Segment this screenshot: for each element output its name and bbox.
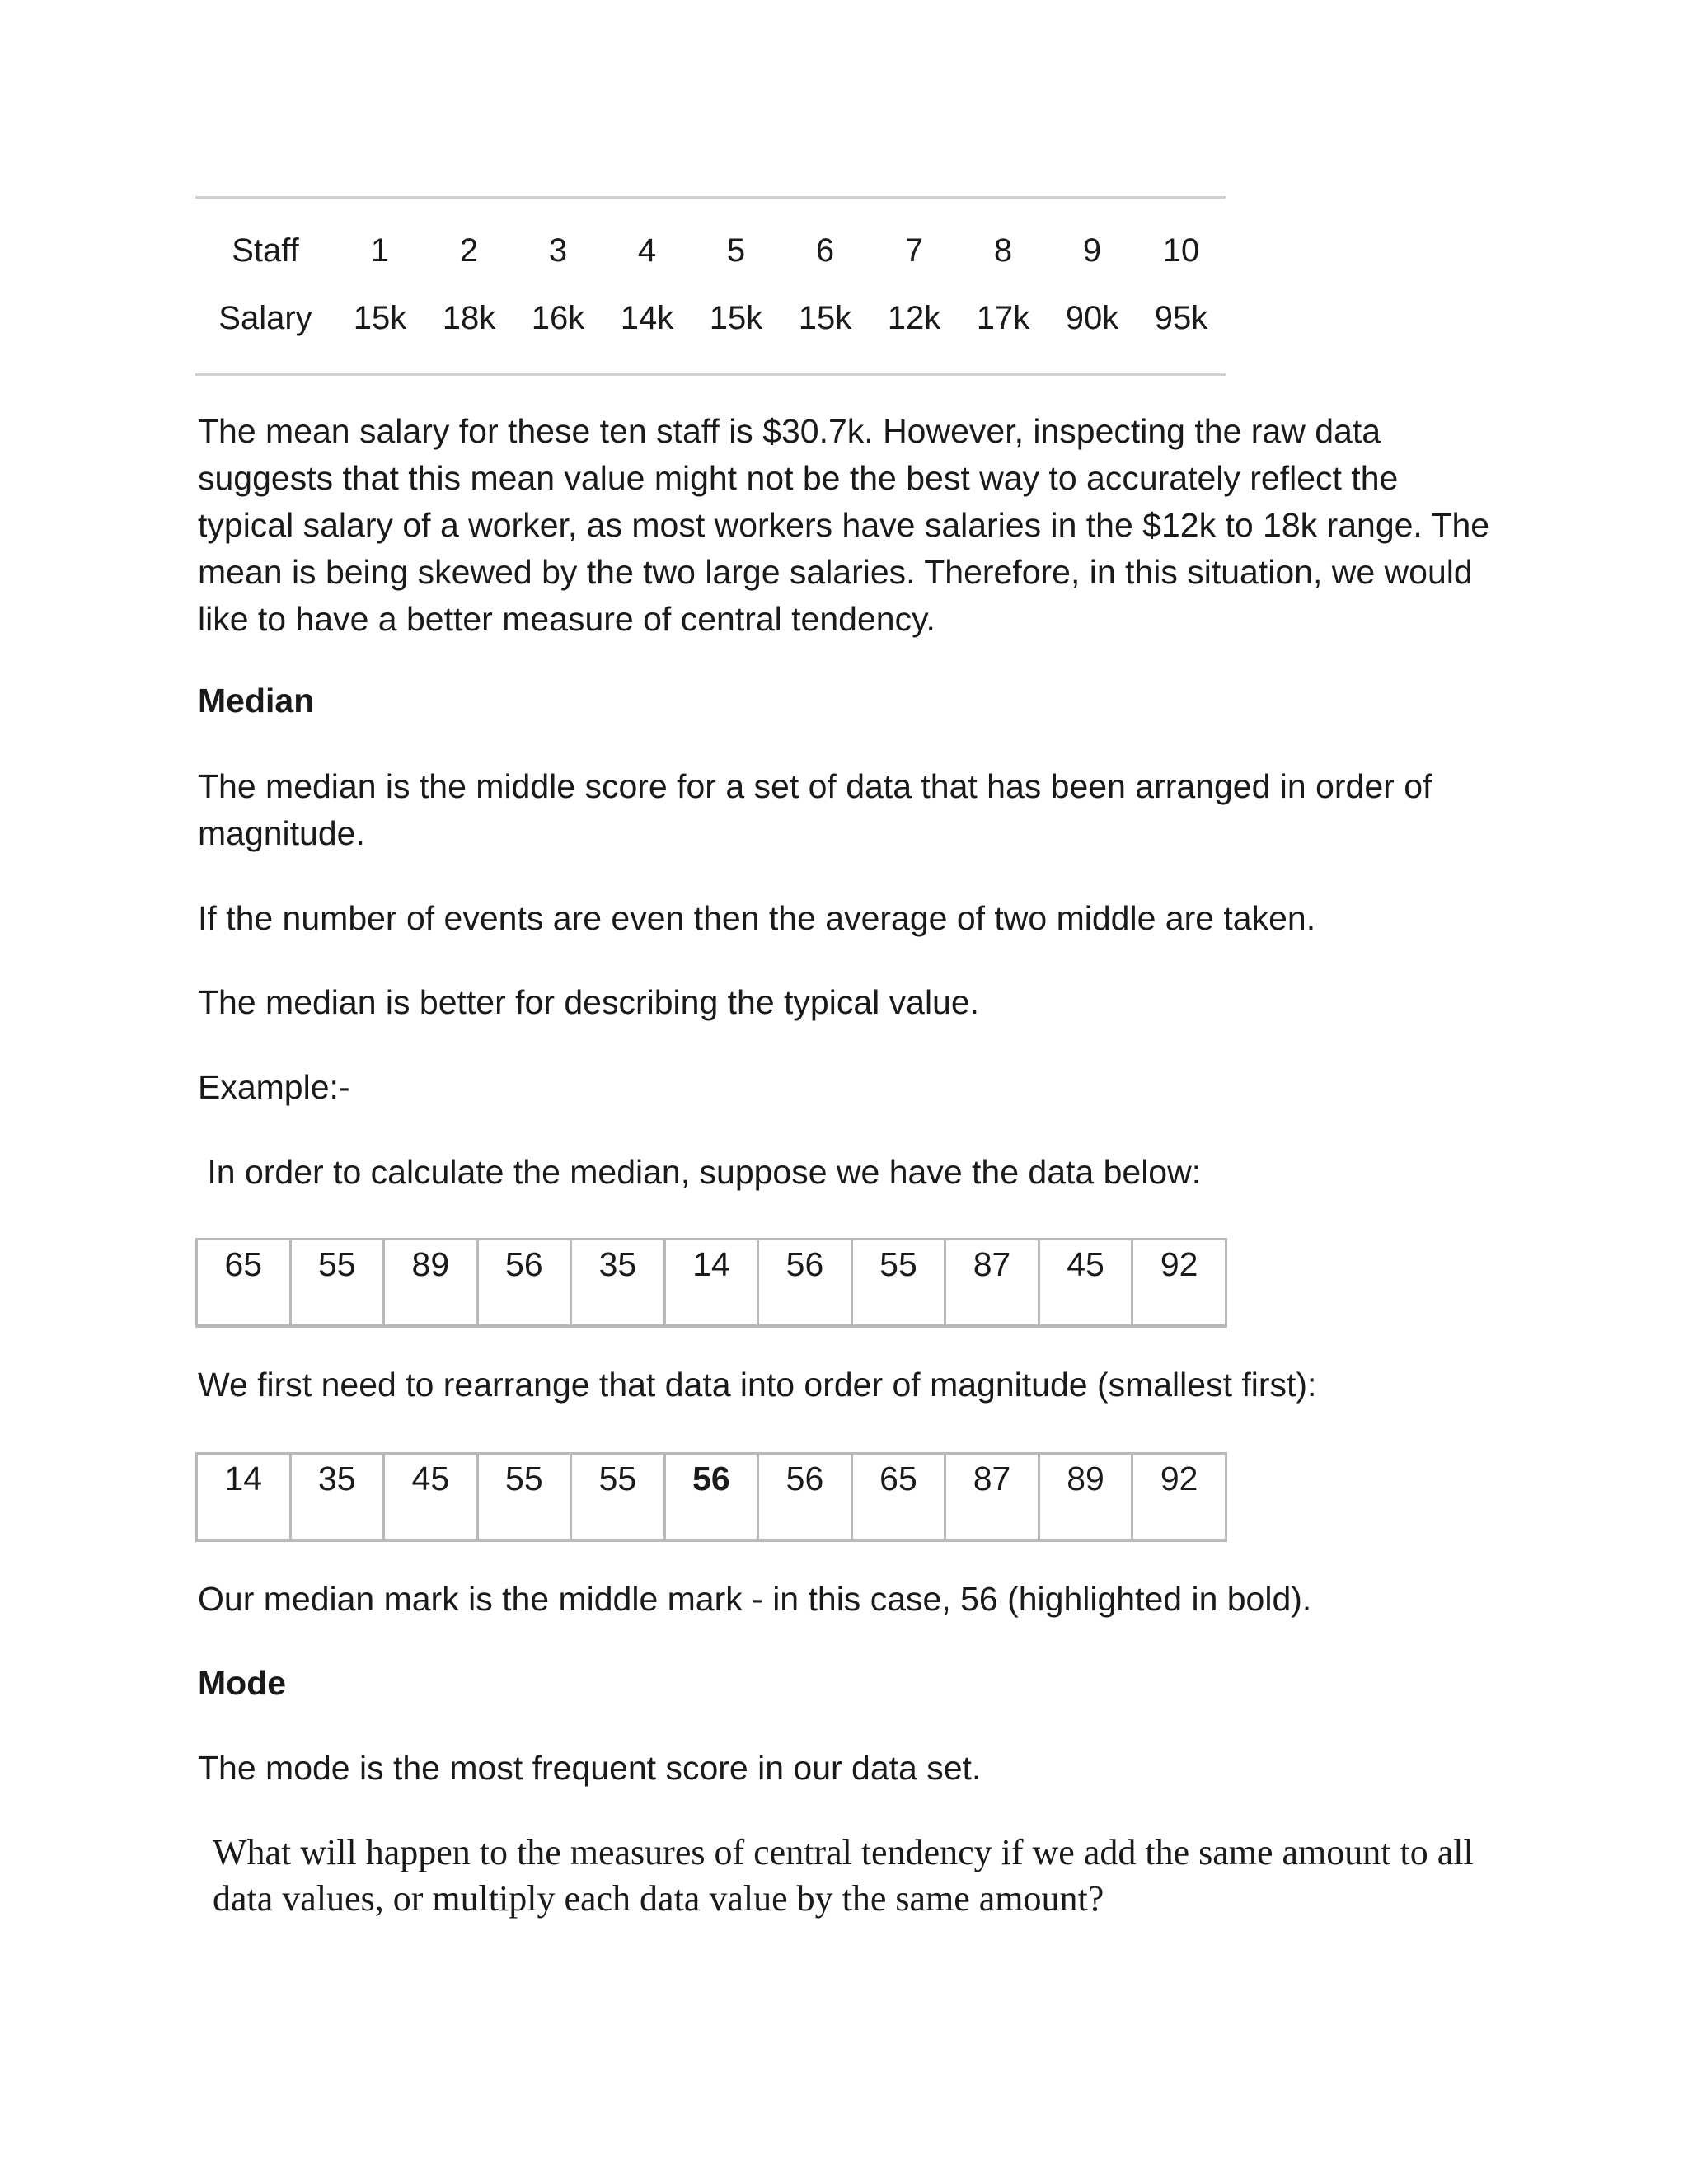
data-cell: 35	[290, 1454, 384, 1541]
sorted-data-table	[195, 1452, 1227, 1542]
staff-cell: 7	[904, 232, 924, 269]
salary-cell: 15k	[709, 299, 763, 336]
salary-cell: 18k	[442, 299, 496, 336]
even-rule: If the number of events are even then the average of two middle are taken.	[198, 899, 1316, 937]
data-cell: 56	[758, 1454, 852, 1541]
staff-header: Staff	[232, 232, 299, 269]
data-cell: 89	[1039, 1454, 1132, 1541]
salary-cell: 17k	[976, 299, 1030, 336]
salary-cell: 16k	[531, 299, 585, 336]
data-cell: 65	[851, 1454, 945, 1541]
sorted-row	[197, 1454, 1226, 1541]
salary-cell: 95k	[1154, 299, 1208, 336]
data-cell: 92	[1132, 1240, 1226, 1327]
staff-cell: 5	[726, 232, 746, 269]
data-cell: 87	[945, 1454, 1039, 1541]
staff-cell: 1	[370, 232, 390, 269]
data-cell: 56	[758, 1240, 852, 1327]
data-cell: 92	[1132, 1454, 1226, 1541]
unsorted-data-table	[195, 1238, 1227, 1328]
data-cell: 14	[224, 1460, 263, 1497]
data-cell: 55	[571, 1454, 665, 1541]
staff-cell: 2	[459, 232, 479, 269]
staff-cell: 9	[1082, 232, 1102, 269]
example-label: Example:-	[198, 1068, 350, 1106]
data-cell: 35	[571, 1240, 665, 1327]
data-cell: 65	[224, 1245, 263, 1283]
salary-row	[195, 286, 1226, 375]
salary-cell: 14k	[620, 299, 674, 336]
staff-cell: 10	[1162, 232, 1200, 269]
data-cell: 55	[477, 1454, 571, 1541]
median-heading: Median	[198, 682, 315, 719]
salary-table	[195, 196, 1226, 376]
rearrange-text: We first need to rearrange that data into order of magnitude (smallest first):	[198, 1366, 1317, 1404]
data-cell: 55	[851, 1240, 945, 1327]
salary-cell: 90k	[1065, 299, 1119, 336]
median-cell: 56	[664, 1454, 758, 1541]
example-intro: In order to calculate the median, suppose we have the data below:	[198, 1153, 1202, 1191]
salary-cell: 15k	[798, 299, 852, 336]
question-text: What will happen to the measures of central tendency if we add the same amount to all data values, or multiply each data value by the same amount?	[213, 1832, 1474, 1919]
median-definition: The median is the middle score for a set of data that has been arranged in order of magnitude.	[198, 767, 1432, 852]
salary-cell: 12k	[887, 299, 941, 336]
mode-heading: Mode	[198, 1664, 287, 1702]
unsorted-row	[197, 1240, 1226, 1327]
salary-cell: 15k	[353, 299, 407, 336]
mode-definition: The mode is the most frequent score in our data set.	[198, 1749, 982, 1787]
data-cell: 45	[1039, 1240, 1132, 1327]
staff-cell: 8	[993, 232, 1013, 269]
mean-paragraph: The mean salary for these ten staff is $30.7k. However, inspecting the raw data suggests that this mean value might not be the best way to accurately reflect the typical salary of a worker, as most workers have salaries in the $12k to 18k range. The mean is being skewed by the two large salaries. Therefore, in this situation, we would like to have a better measure of central tendency.	[198, 412, 1490, 638]
staff-cell: 6	[815, 232, 835, 269]
salary-header: Salary	[218, 299, 312, 336]
data-cell: 89	[384, 1240, 478, 1327]
median-result: Our median mark is the middle mark - in this case, 56 (highlighted in bold).	[198, 1580, 1312, 1618]
data-cell: 14	[664, 1240, 758, 1327]
data-cell: 55	[290, 1240, 384, 1327]
median-better: The median is better for describing the typical value.	[198, 983, 980, 1021]
staff-row	[195, 198, 1226, 287]
data-cell: 56	[477, 1240, 571, 1327]
staff-cell: 3	[548, 232, 568, 269]
data-cell: 45	[384, 1454, 478, 1541]
staff-cell: 4	[637, 232, 657, 269]
data-cell: 87	[945, 1240, 1039, 1327]
